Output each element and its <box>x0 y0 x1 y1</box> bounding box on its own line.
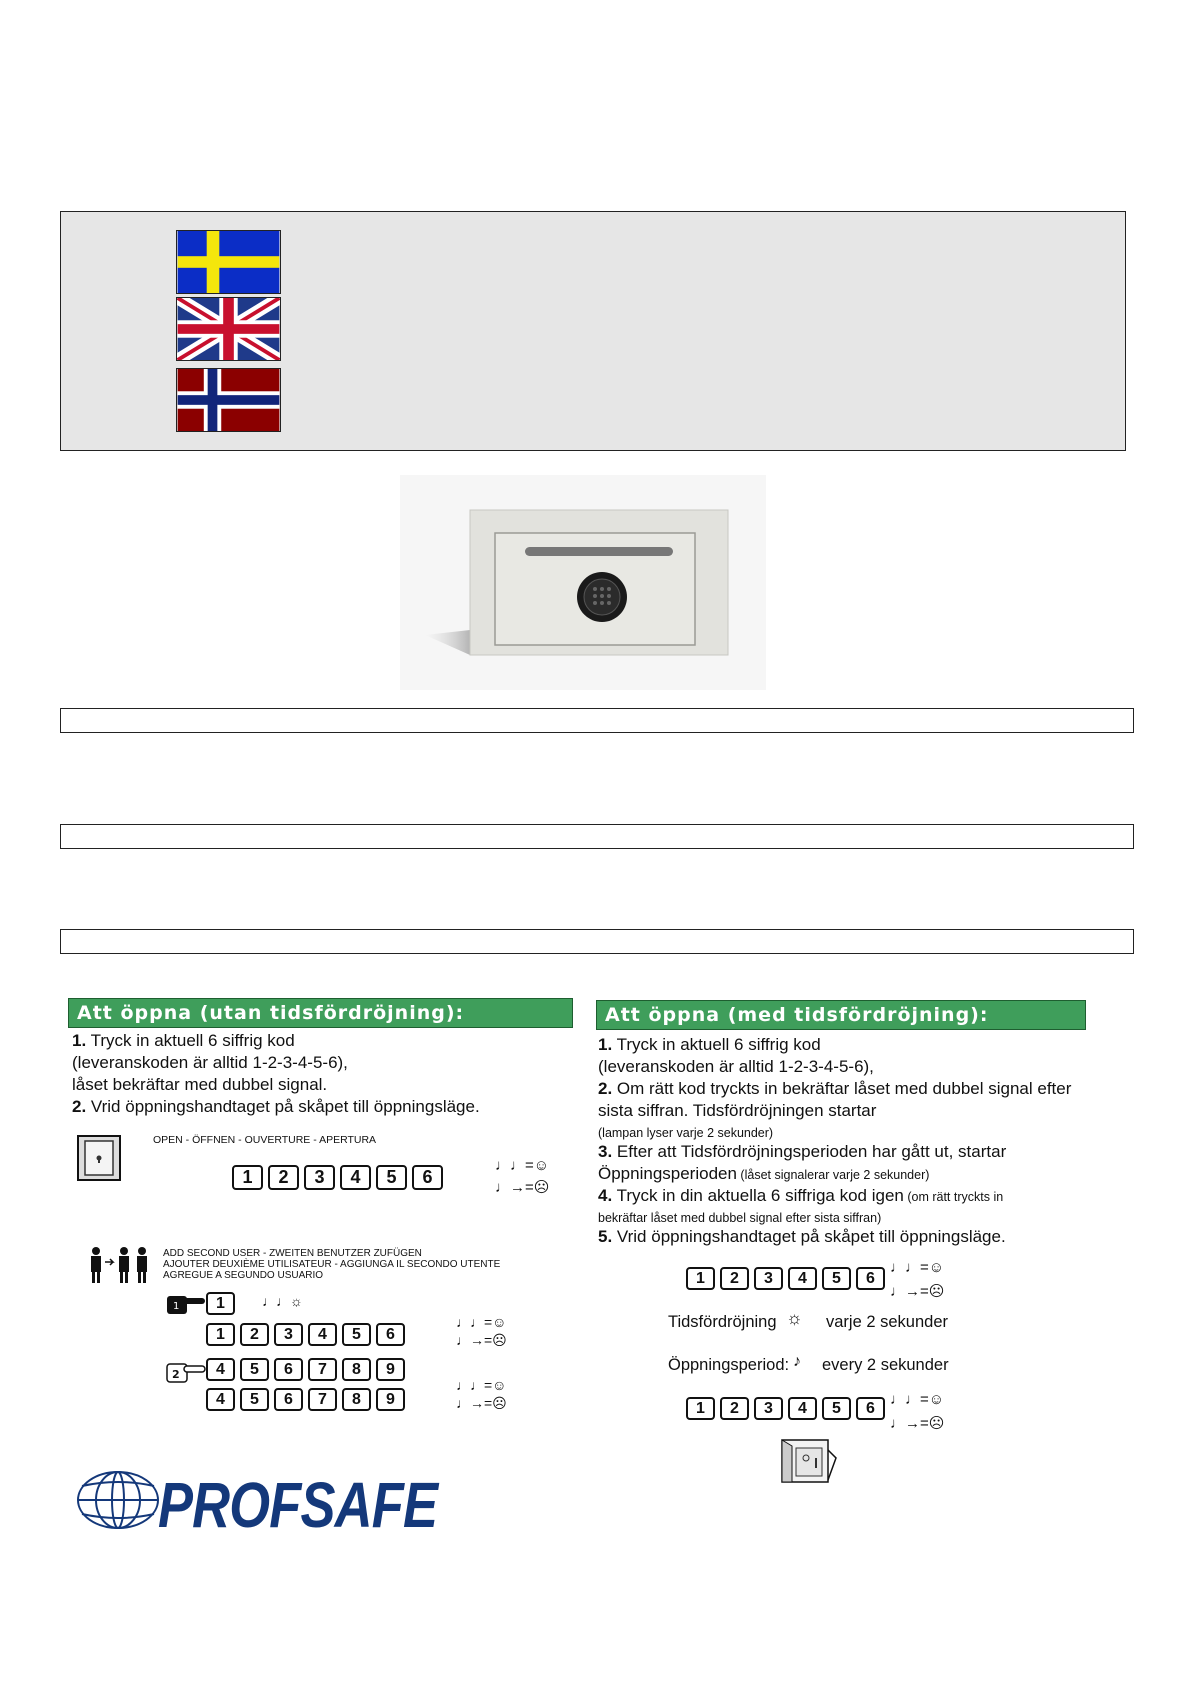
empty-field-2 <box>60 824 1134 849</box>
language-box <box>60 211 1126 451</box>
sweden-flag-icon[interactable] <box>176 230 281 294</box>
empty-field-3 <box>60 929 1134 954</box>
right-step-3-b: Öppningsperioden (låset signalerar varje 2 sekunder) <box>598 1164 930 1183</box>
right-step-1-b: (leveranskoden är alltid 1-2-3-4-5-6), <box>598 1057 874 1076</box>
right-step-2: 2. Om rätt kod tryckts in bekräftar låset med dubbel signal efter <box>598 1079 1072 1098</box>
delay-open-key-2: 2 <box>720 1267 749 1290</box>
delay-reopen-key-1: 1 <box>686 1397 715 1420</box>
keypad-row-second-code <box>206 1358 405 1381</box>
keypad-row-new-user <box>206 1323 405 1346</box>
keypad-row-second-code-confirm <box>206 1388 405 1411</box>
right-step-1: 1. Tryck in aktuell 6 siffrig kod <box>598 1035 821 1054</box>
add-user-caption-1: ADD SECOND USER - ZWEITEN BENUTZER ZUFÜGEN <box>163 1248 422 1259</box>
right-step-5: 5. Vrid öppningshandtaget på skåpet till öppningsläge. <box>598 1227 1006 1246</box>
right-section-header: Att öppna (med tidsfördröjning): <box>596 1000 1086 1030</box>
delay-open-key-3: 3 <box>754 1267 783 1290</box>
user-two-confirm-key-9: 9 <box>376 1388 405 1411</box>
user-one-key-5: 5 <box>342 1323 371 1346</box>
door-icon <box>76 1134 122 1182</box>
user-two-key-5: 5 <box>240 1358 269 1381</box>
hand-pointer-1-icon <box>166 1292 206 1316</box>
open-key-4: 4 <box>340 1165 371 1190</box>
user-one-key-6: 6 <box>376 1323 405 1346</box>
right-keypad-row-2 <box>686 1397 885 1420</box>
single-beep-icon: ♪ <box>793 1353 801 1370</box>
user-two-key-4: 4 <box>206 1358 235 1381</box>
signal-error-3: ♩→=☹ <box>456 1395 507 1411</box>
keypad-key-1 <box>206 1292 235 1315</box>
signal-double-beep-light: ♩♩☼ <box>262 1293 303 1309</box>
right-step-2-b: sista siffran. Tidsfördröjningen startar <box>598 1101 877 1120</box>
right-step-4-b: bekräftar låset med dubbel signal efter sista siffran) <box>598 1211 882 1225</box>
add-user-icon <box>88 1246 154 1284</box>
hand-1-label: 1 <box>173 1301 180 1312</box>
uk-flag-icon[interactable] <box>176 297 281 361</box>
user-one-key-3: 3 <box>274 1323 303 1346</box>
delay-label: Tidsfördröjning <box>668 1313 777 1331</box>
right-signal-ok: ♩♩=☺ <box>890 1259 945 1276</box>
user-one-key-1: 1 <box>206 1323 235 1346</box>
user-two-confirm-key-7: 7 <box>308 1388 337 1411</box>
light-blink-icon: ☼ <box>786 1308 803 1328</box>
delay-reopen-key-2: 2 <box>720 1397 749 1420</box>
right-step-3: 3. Efter att Tidsfördröjningsperioden har gått ut, startar <box>598 1142 1007 1161</box>
open-key-1: 1 <box>232 1165 263 1190</box>
add-user-caption-2: AJOUTER DEUXIÈME UTILISATEUR - AGGIUNGA IL SECONDO UTENTE <box>163 1259 501 1270</box>
user-two-confirm-key-6: 6 <box>274 1388 303 1411</box>
profsafe-logo: PROFSAFE <box>158 1469 438 1541</box>
open-period-every: every 2 sekunder <box>822 1356 949 1374</box>
delay-reopen-key-3: 3 <box>754 1397 783 1420</box>
left-step-1-c: låset bekräftar med dubbel signal. <box>72 1075 328 1094</box>
user-one-key-2: 2 <box>240 1323 269 1346</box>
open-key-3: 3 <box>304 1165 335 1190</box>
delay-open-key-6: 6 <box>856 1267 885 1290</box>
user-two-key-9: 9 <box>376 1358 405 1381</box>
open-key-6: 6 <box>412 1165 443 1190</box>
left-step-1-b: (leveranskoden är alltid 1-2-3-4-5-6), <box>72 1053 348 1072</box>
open-safe-icon <box>778 1436 840 1486</box>
user-two-key-7: 7 <box>308 1358 337 1381</box>
open-period-label: Öppningsperiod: <box>668 1356 790 1374</box>
signal-ok: ♩♩=☺ <box>495 1157 550 1174</box>
hand-2-label: 2 <box>172 1368 180 1381</box>
signal-ok-2: ♩♩=☺ <box>456 1314 507 1330</box>
safe-product-image <box>400 475 766 690</box>
hand-pointer-2-icon <box>166 1360 206 1384</box>
user-two-key-6: 6 <box>274 1358 303 1381</box>
delay-open-key-5: 5 <box>822 1267 851 1290</box>
right-signal-error-2: ♩→=☹ <box>890 1415 945 1432</box>
right-step-4: 4. Tryck in din aktuella 6 siffriga kod igen (om rätt tryckts in <box>598 1186 1004 1205</box>
profsafe-globe-logo-icon <box>72 1460 164 1530</box>
norway-flag-icon[interactable] <box>176 368 281 432</box>
step-one-key-1: 1 <box>206 1292 235 1315</box>
delay-reopen-key-4: 4 <box>788 1397 817 1420</box>
user-one-key-4: 4 <box>308 1323 337 1346</box>
delay-reopen-key-6: 6 <box>856 1397 885 1420</box>
empty-field-1 <box>60 708 1134 733</box>
keypad-row-open <box>232 1165 443 1190</box>
left-section-header: Att öppna (utan tidsfördröjning): <box>68 998 573 1028</box>
delay-reopen-key-5: 5 <box>822 1397 851 1420</box>
user-two-confirm-key-8: 8 <box>342 1388 371 1411</box>
delay-every: varje 2 sekunder <box>826 1313 948 1331</box>
delay-open-key-1: 1 <box>686 1267 715 1290</box>
signal-error-2: ♩→=☹ <box>456 1332 507 1348</box>
signal-error: ♩→=☹ <box>495 1179 550 1196</box>
delay-open-key-4: 4 <box>788 1267 817 1290</box>
user-two-confirm-key-5: 5 <box>240 1388 269 1411</box>
right-signal-ok-2: ♩♩=☺ <box>890 1391 945 1408</box>
left-step-2: 2. Vrid öppningshandtaget på skåpet till öppningsläge. <box>72 1097 480 1116</box>
user-two-key-8: 8 <box>342 1358 371 1381</box>
open-caption: OPEN - ÖFFNEN - OUVERTURE - APERTURA <box>153 1134 377 1146</box>
add-user-caption-3: AGREGUE A SEGUNDO USUARIO <box>163 1270 324 1281</box>
right-keypad-row-1 <box>686 1267 885 1290</box>
open-key-2: 2 <box>268 1165 299 1190</box>
right-signal-error: ♩→=☹ <box>890 1283 945 1300</box>
left-step-1: 1. Tryck in aktuell 6 siffrig kod <box>72 1031 295 1050</box>
right-step-2-c: (lampan lyser varje 2 sekunder) <box>598 1126 774 1140</box>
user-two-confirm-key-4: 4 <box>206 1388 235 1411</box>
signal-ok-3: ♩♩=☺ <box>456 1377 507 1393</box>
open-key-5: 5 <box>376 1165 407 1190</box>
